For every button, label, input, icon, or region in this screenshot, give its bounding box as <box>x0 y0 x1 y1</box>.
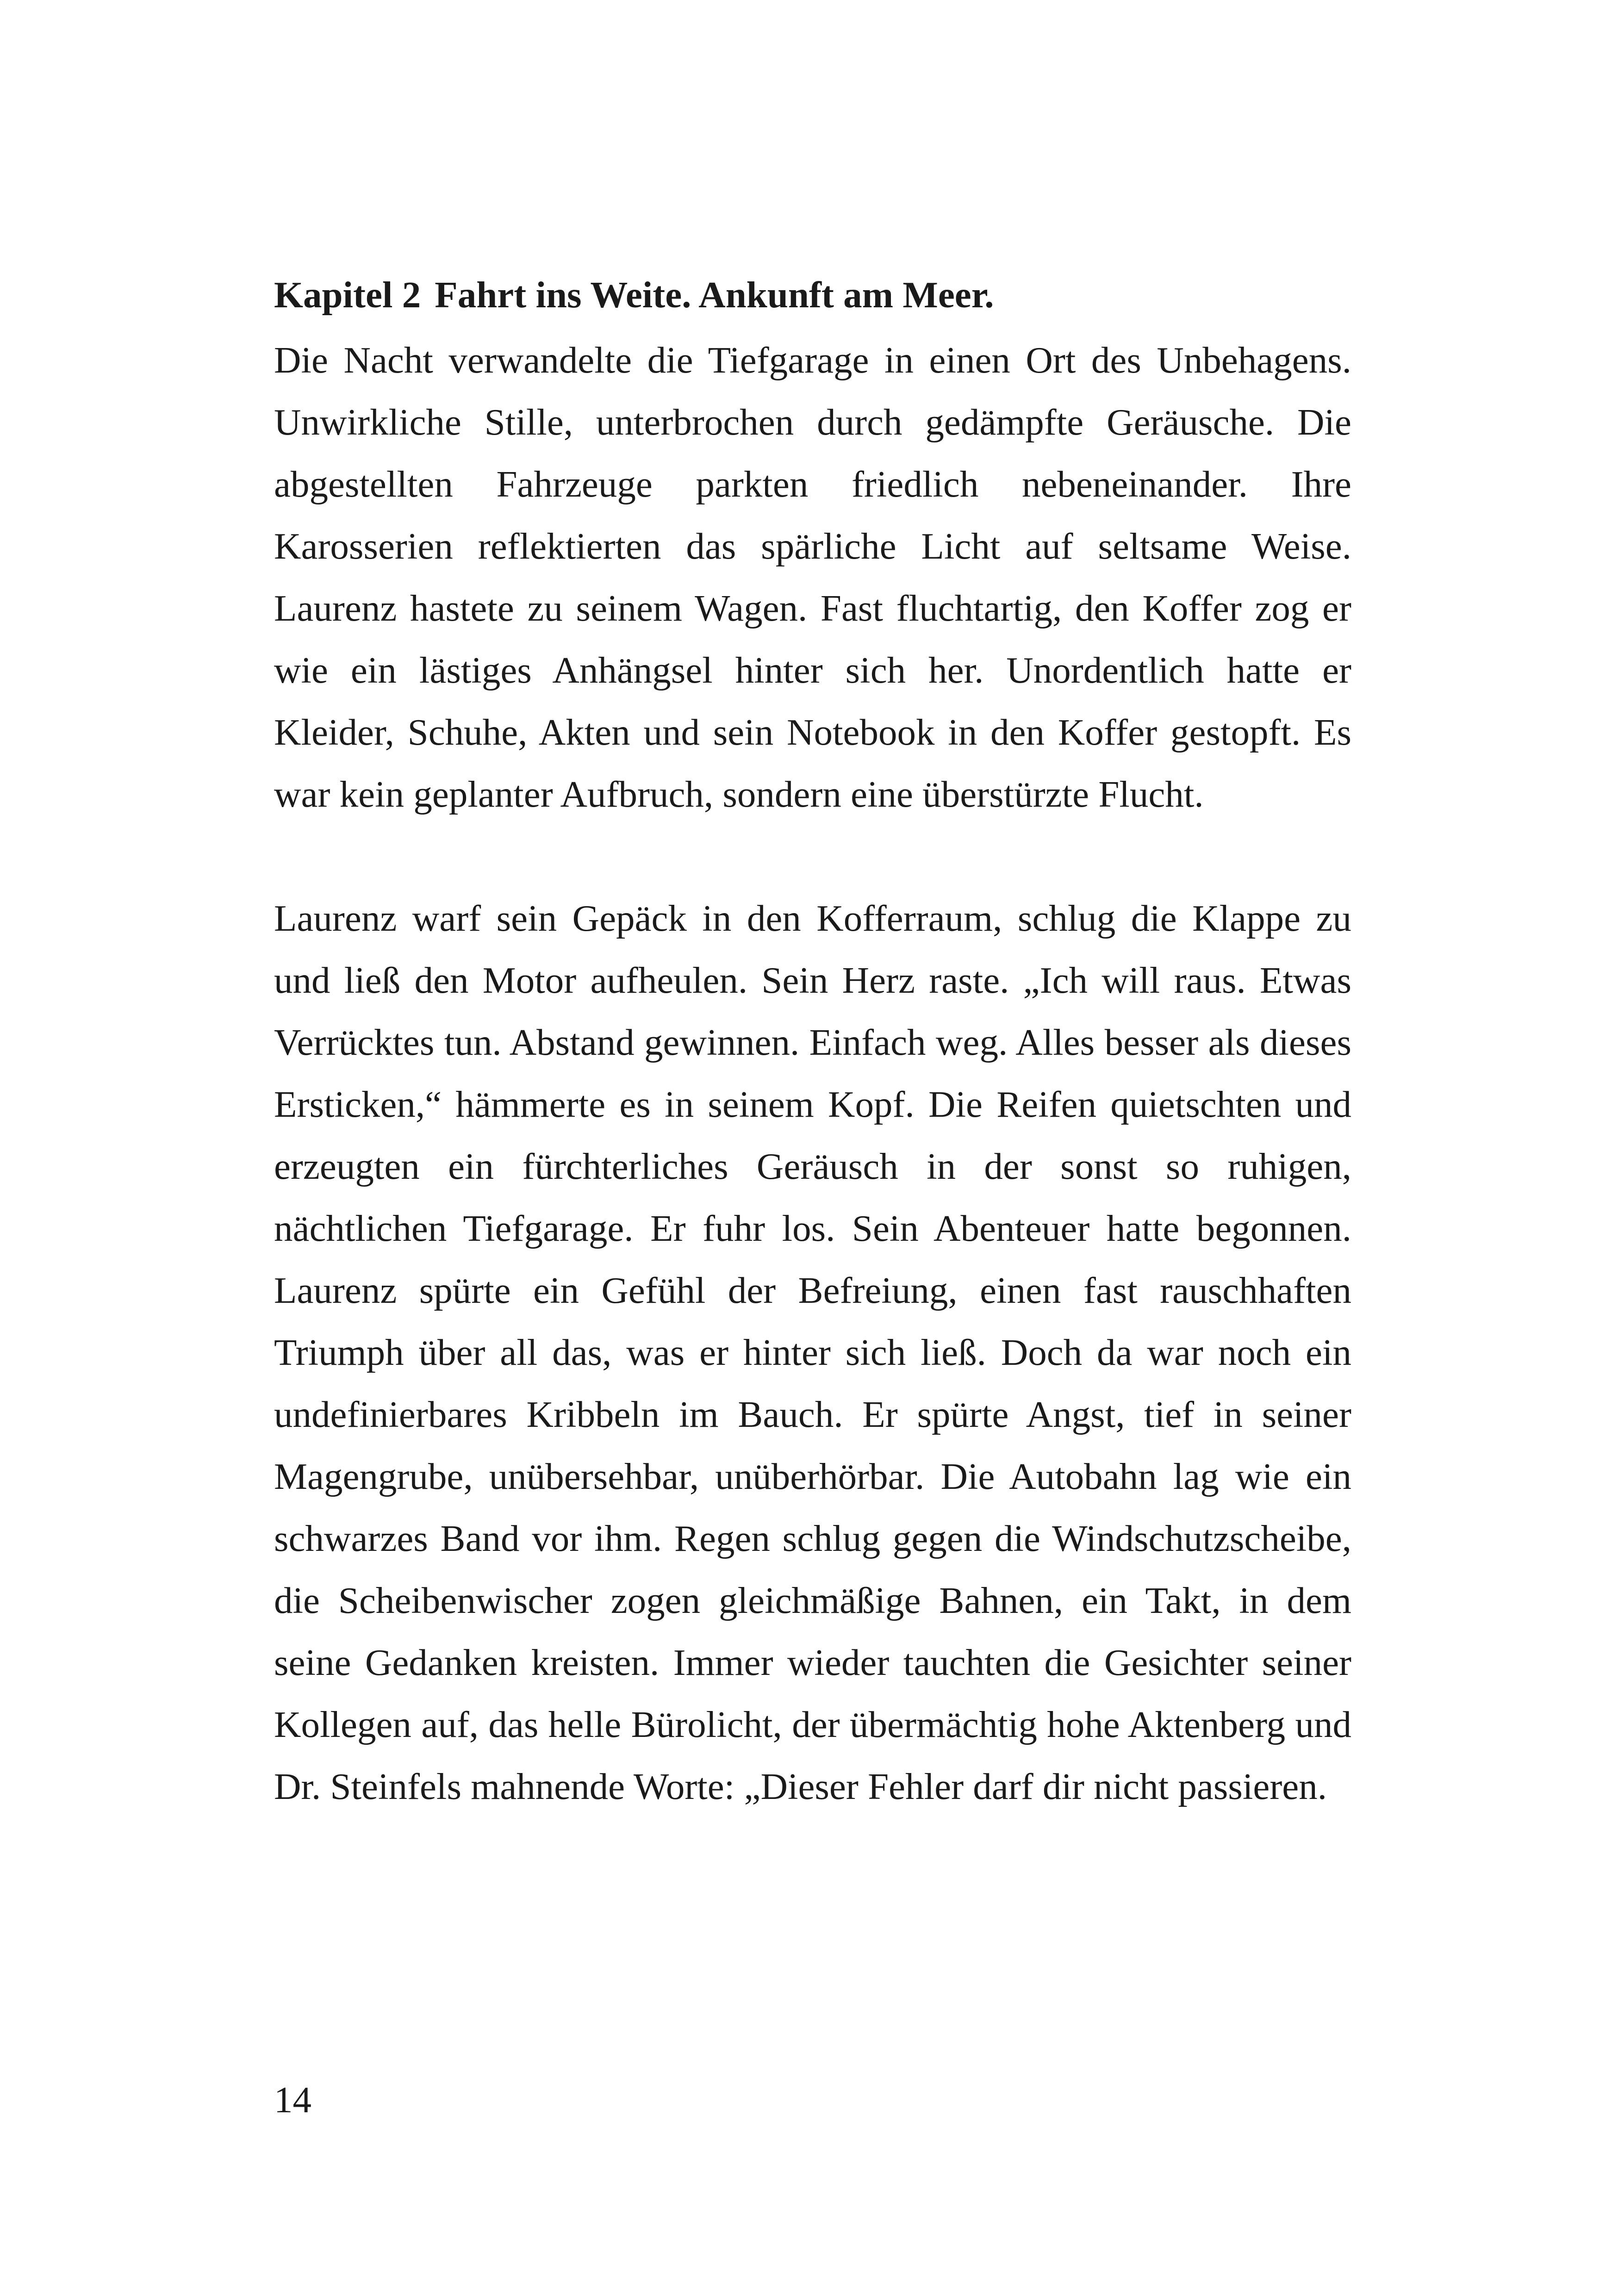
text-block <box>274 264 1351 1817</box>
chapter-number: Kapitel 2 <box>274 274 421 316</box>
chapter-title: Fahrt ins Weite. Ankunft am Meer. <box>435 274 994 316</box>
paragraph-1: Die Nacht verwandelte die Tiefgarage in einen Ort des Unbehagens. Unwirkliche Stille, unterbrochen durch gedämpfte Geräusche. Die abgestellten Fahrzeuge parkten friedlich nebeneinander. Ihre Karosserien reflektierten das spärliche Licht auf seltsame Weise. Laurenz hastete zu seinem Wagen. Fast fluchtartig, den Koffer zog er wie ein lästiges Anhängsel hinter sich her. Unordentlich hatte er Kleider, Schuhe, Akten und sein Notebook in den Koffer gestopft. Es war kein geplanter Aufbruch, sondern eine überstürzte Flucht. <box>274 339 1351 815</box>
chapter-heading <box>274 264 1351 326</box>
paragraph-spacer <box>274 825 1351 887</box>
page-number: 14 <box>274 2079 311 2121</box>
paragraph-2: Laurenz warf sein Gepäck in den Kofferraum, schlug die Klappe zu und ließ den Motor aufheulen. Sein Herz raste. „Ich will raus. Etwas Verrücktes tun. Abstand gewinnen. Einfach weg. Alles besser als dieses Ersticken,“ hämmerte es in seinem Kopf. Die Reifen quietschten und erzeugten ein fürchterliches Geräusch in der sonst so ruhigen, nächtlichen Tiefgarage. Er fuhr los. Sein Abenteuer hatte begonnen. Laurenz spürte ein Gefühl der Befreiung, einen fast rauschhaften Triumph über all das, was er hinter sich ließ. Doch da war noch ein undefinierbares Kribbeln im Bauch. Er spürte Angst, tief in seiner Magengrube, unübersehbar, unüberhörbar. Die Autobahn lag wie ein schwarzes Band vor ihm. Regen schlug gegen die Windschutzscheibe, die Scheibenwischer zogen gleichmäßige Bahnen, ein Takt, in dem seine Gedanken kreisten. Immer wieder tauchten die Gesichter seiner Kollegen auf, das helle Bürolicht, der übermächtig hohe Aktenberg und Dr. Steinfels mahnende Worte: „Dieser Fehler darf dir nicht passieren. <box>274 897 1351 1807</box>
